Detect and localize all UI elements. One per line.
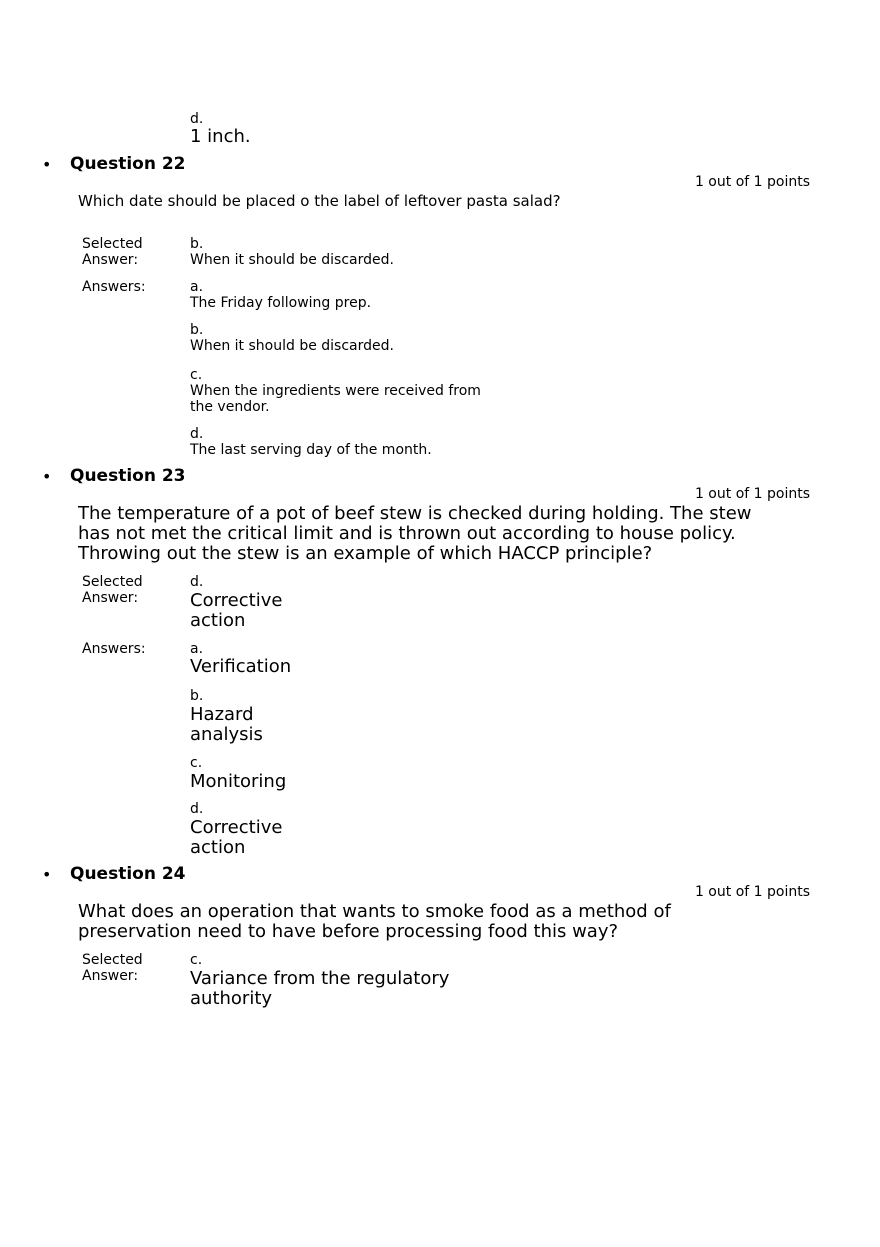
question-22-points: 1 out of 1 points — [694, 174, 810, 190]
question-24-title: Question 24 — [70, 864, 186, 884]
bullet-icon: • — [42, 865, 52, 884]
answer-text: Monitoring — [190, 771, 287, 792]
answer-text: analysis — [190, 724, 263, 745]
selected-label: Answer: — [82, 968, 139, 984]
answer-text: Hazard — [190, 704, 254, 725]
question-22-prompt: Which date should be placed o the label of leftover pasta salad? — [78, 192, 561, 210]
answer-text: action — [190, 837, 246, 858]
answer-letter: a. — [190, 641, 204, 657]
selected-label: Answer: — [82, 252, 139, 268]
bullet-icon: • — [42, 467, 52, 486]
answer-text: When it should be discarded. — [190, 338, 394, 354]
answer-letter: c. — [190, 755, 203, 771]
selected-label: Selected — [82, 952, 143, 968]
bullet-icon: • — [42, 155, 52, 174]
selected-answer-letter: b. — [190, 236, 204, 252]
answer-letter: d. — [190, 801, 204, 817]
selected-answer-text: When it should be discarded. — [190, 252, 394, 268]
question-23-prompt: has not met the critical limit and is thrown out according to house policy. — [78, 523, 736, 544]
answer-text: When the ingredients were received from — [190, 383, 481, 399]
question-24-prompt: What does an operation that wants to smoke food as a method of — [78, 901, 671, 922]
selected-answer-text: Variance from the regulatory — [190, 968, 450, 989]
answer-text: the vendor. — [190, 399, 270, 415]
question-24-points: 1 out of 1 points — [694, 884, 810, 900]
answer-letter: b. — [190, 322, 204, 338]
selected-answer-text: Corrective — [190, 590, 283, 611]
question-23-prompt: Throwing out the stew is an example of which HACCP principle? — [78, 543, 653, 564]
answer-text: Verification — [190, 656, 292, 677]
selected-answer-letter: c. — [190, 952, 203, 968]
selected-answer-text: action — [190, 610, 246, 631]
answer-letter: d. — [190, 426, 204, 442]
question-23-title: Question 23 — [70, 466, 186, 486]
answers-label: Answers: — [82, 279, 146, 295]
answer-text: Corrective — [190, 817, 283, 838]
answer-letter: a. — [190, 279, 204, 295]
question-23-points: 1 out of 1 points — [694, 486, 810, 502]
answer-text: The Friday following prep. — [190, 295, 372, 311]
selected-answer-text: authority — [190, 988, 273, 1009]
answer-letter: b. — [190, 688, 204, 704]
prev-answer-text: 1 inch. — [190, 126, 251, 147]
question-22-title: Question 22 — [70, 154, 186, 174]
selected-label: Answer: — [82, 590, 139, 606]
answer-text: The last serving day of the month. — [190, 442, 432, 458]
answers-label: Answers: — [82, 641, 146, 657]
question-24-prompt: preservation need to have before processing food this way? — [78, 921, 619, 942]
selected-label: Selected — [82, 236, 143, 252]
selected-answer-letter: d. — [190, 574, 204, 590]
answer-letter: c. — [190, 367, 203, 383]
prev-answer-letter: d. — [190, 111, 204, 127]
question-23-prompt: The temperature of a pot of beef stew is checked during holding. The stew — [78, 503, 752, 524]
selected-label: Selected — [82, 574, 143, 590]
